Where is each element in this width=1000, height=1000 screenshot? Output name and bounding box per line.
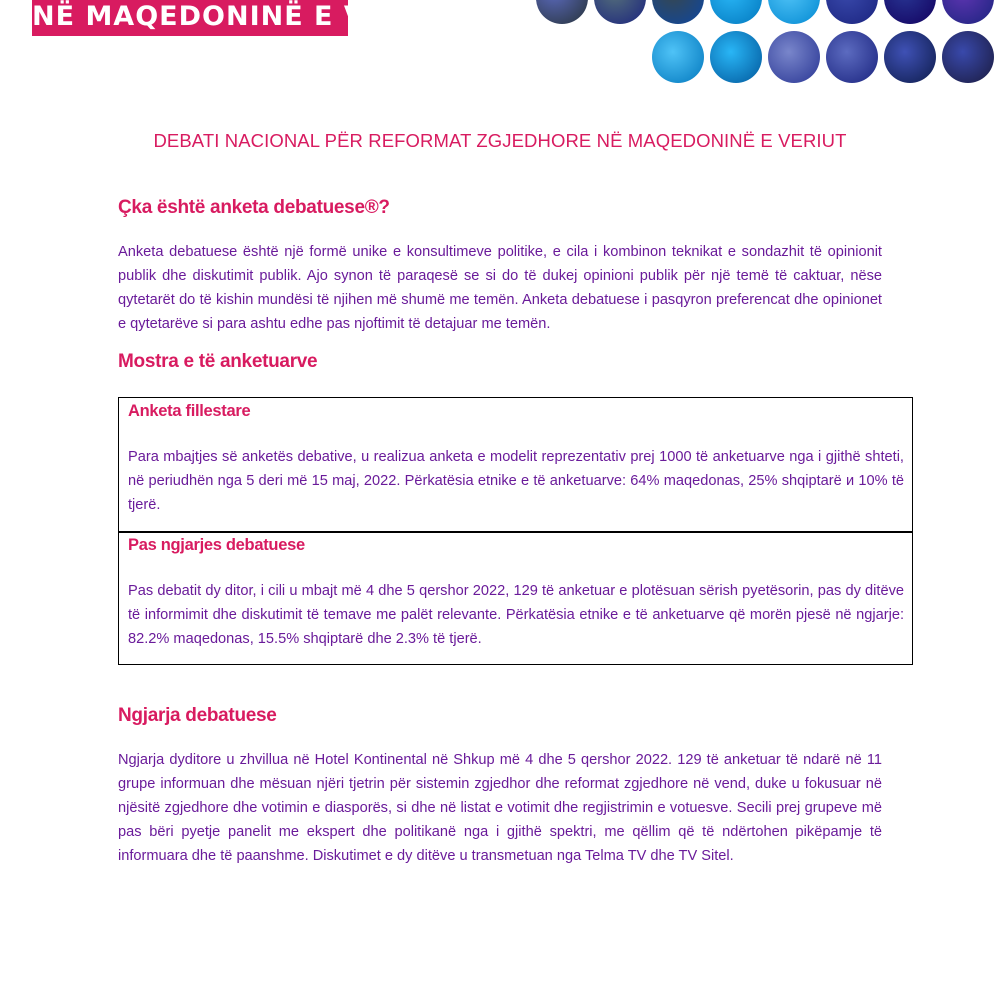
paragraph-event: Ngjarja dyditore u zhvillua në Hotel Kontinental në Shkup më 4 dhe 5 qershor 2022. 129 të anketuar të ndarë në 11 grupe informuan dhe mësuan njëri tjetrin për sistemin zgjedhor dhe reformat zgjedhore në vend, duke u fokusuar në njësitë zgjedhore dhe votimin e diasporës, si dhe në listat e votimit dhe regjistrimin e votuesve. Secili prej grupeve më pas bëri pyetje panelit me ekspert dhe politikanë nga i gjithë spektri, me qëllim që të ndërtohen pikëpamje të informuara dhe të paanshme. Diskutimet e dy ditëve u transmetuan nga Telma TV dhe TV Sitel. [118,752,882,864]
photo-circle [536,0,588,24]
paragraph-what-is: Anketa debatuese është një formë unike e konsultimeve politike, e cila i kombinon teknikat e sondazhit të opinionit publik dhe diskutimit publik. Ajo synon të paraqesë se si do të dukej opinioni publik për një temë të caktuar, nëse qytetarët do të kishin mundësi të njihen më shumë me temën. Anketa debatuese i pasqyron preferencat dhe opinionet e qytetarëve si para ashtu edhe pas njoftimit të detajuar me temën. [118,244,882,332]
box-text-after: Pas debatit dy ditor, i cili u mbajt më 4 dhe 5 qershor 2022, 129 të anketuar e plotësuan sërish pyetësorin, pas dy ditëve të informimit dhe diskutimit të temave me palët relevante. Përkatësia etnike e të anketuarve që morën pjesë në ngjarje: 82.2% maqedonas, 15.5% shqiptarë dhe 2.3% të tjerë. [128,583,904,647]
photo-circle [942,0,994,24]
header-banner: NË MAQEDONINË E VERIUT [32,0,348,36]
photo-circle [826,0,878,24]
photo-circle [768,31,820,83]
section-heading-event: Ngjarja debatuese [118,705,277,726]
box-after-event [118,531,913,665]
photo-circle [942,31,994,83]
photo-circle [594,0,646,24]
section-heading-what-is: Çka është anketa debatuese®? [118,197,390,218]
photo-circle [768,0,820,24]
photo-circle [652,0,704,24]
photo-circle [884,0,936,24]
box-text-initial: Para mbajtjes së anketës debative, u realizua anketa e modelit reprezentativ prej 1000 të anketuarve nga i gjithë shteti, në periudhën nga 5 deri më 15 maj, 2022. Përkatësia etnike e të anketuarve: 64% maqedonas, 25% shqiptarë и 10% të tjerë. [128,449,904,513]
photo-circle [884,31,936,83]
photo-circle [652,31,704,83]
photo-circle [710,31,762,83]
section-heading-sample: Mostra e të anketuarve [118,351,318,372]
box-title-initial: Anketa fillestare [128,402,251,420]
photo-circle [710,0,762,24]
page-title: DEBATI NACIONAL PËR REFORMAT ZGJEDHORE NË MAQEDONINË E VERIUT [153,130,847,151]
box-title-after: Pas ngjarjes debatuese [128,536,305,554]
photo-circle [826,31,878,83]
box-initial-survey [118,397,913,533]
